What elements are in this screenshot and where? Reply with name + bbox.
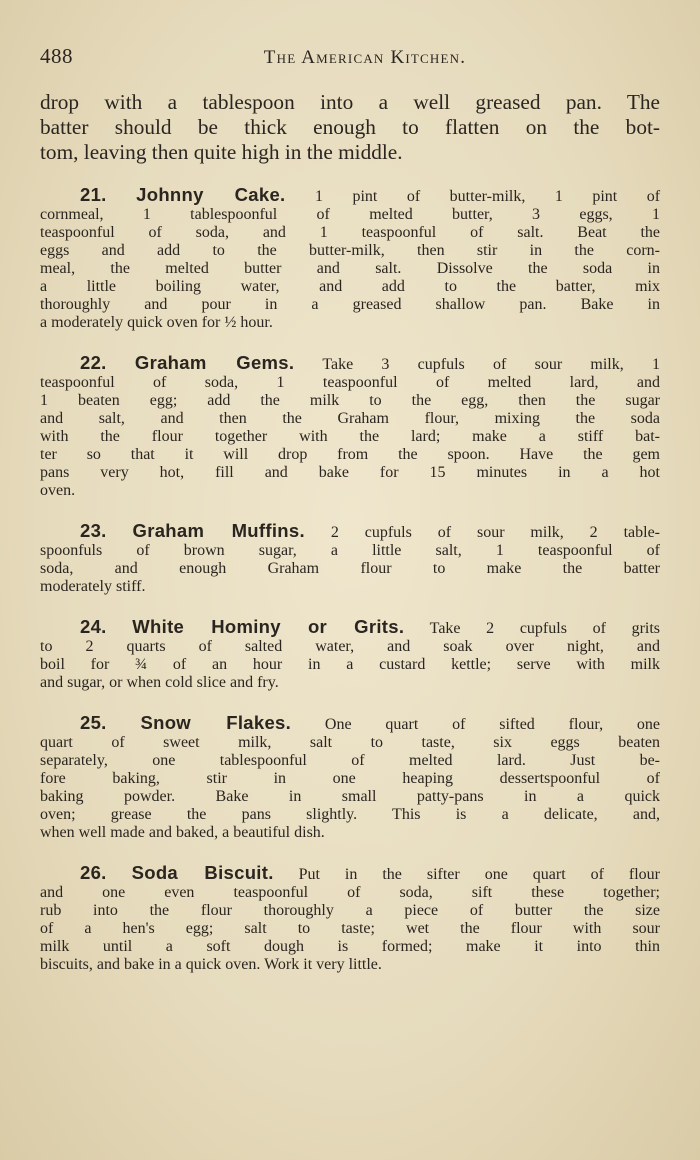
text-line: baking powder. Bake in small patty-pans in a quick <box>40 788 660 806</box>
text-line: of a hen's egg; salt to taste; wet the flour with sour <box>40 920 660 938</box>
text-line: soda, and enough Graham flour to make the batter <box>40 560 660 578</box>
text-line: quart of sweet milk, salt to taste, six eggs beaten <box>40 734 660 752</box>
recipe-title: White Hominy or Grits. <box>132 616 405 638</box>
recipe-paragraph <box>40 352 660 500</box>
text-line: fore baking, stir in one heaping dessertspoonful of <box>40 770 660 788</box>
recipe-paragraph <box>40 184 660 332</box>
recipe-title: Johnny Cake. <box>136 184 286 206</box>
recipe-text: 1 pint of butter-milk, 1 pint of <box>315 188 661 206</box>
text-line: thoroughly and pour in a greased shallow pan. Bake in <box>40 296 660 314</box>
recipe-first-line <box>40 712 660 734</box>
recipe-paragraph <box>40 616 660 692</box>
recipe-paragraph <box>40 862 660 974</box>
text-line: a moderately quick oven for ½ hour. <box>40 314 273 332</box>
recipe-number: 21. <box>80 184 107 206</box>
text-line: batter should be thick enough to flatten on the bot- <box>40 114 660 139</box>
recipe-first-line <box>40 520 660 542</box>
recipe-number: 23. <box>80 520 107 542</box>
continuation-paragraph <box>40 90 660 164</box>
recipe-text: Put in the sifter one quart of flour <box>298 866 661 884</box>
recipe-title: Graham Muffins. <box>132 520 305 542</box>
recipe-number: 26. <box>80 862 107 884</box>
book-page <box>40 44 660 974</box>
recipe-first-line <box>40 352 660 374</box>
recipe-title: Graham Gems. <box>134 352 295 374</box>
text-line: to 2 quarts of salted water, and soak over night, and <box>40 638 660 656</box>
text-line: drop with a tablespoon into a well greased pan. The <box>40 90 660 114</box>
text-line: cornmeal, 1 tablespoonful of melted butter, 3 eggs, 1 <box>40 206 660 224</box>
recipe-first-line <box>40 184 660 206</box>
recipe-first-line <box>40 862 660 884</box>
recipe-title: Soda Biscuit. <box>131 862 274 884</box>
text-line: oven; grease the pans slightly. This is a delicate, and, <box>40 806 660 824</box>
text-line: biscuits, and bake in a quick oven. Work it very little. <box>40 956 382 974</box>
text-line: when well made and baked, a beautiful dish. <box>40 824 325 842</box>
recipe-paragraph <box>40 520 660 596</box>
recipe-text: Take 2 cupfuls of grits <box>429 620 661 638</box>
text-line: eggs and add to the butter-milk, then stir in the corn- <box>40 242 660 260</box>
recipe-paragraph <box>40 712 660 842</box>
text-line: and one even teaspoonful of soda, sift these together; <box>40 884 660 902</box>
text-line: moderately stiff. <box>40 578 146 596</box>
recipe-number: 25. <box>80 712 107 734</box>
text-line: boil for ¾ of an hour in a custard kettle; serve with milk <box>40 656 660 674</box>
text-line: ter so that it will drop from the spoon. Have the gem <box>40 446 660 464</box>
text-line: oven. <box>40 482 76 500</box>
page-number: 488 <box>40 44 73 68</box>
recipe-number: 22. <box>80 352 107 374</box>
text-line: rub into the flour thoroughly a piece of butter the size <box>40 902 660 920</box>
recipe-list <box>40 184 660 974</box>
recipe-text: Take 3 cupfuls of sour milk, 1 <box>322 356 660 374</box>
recipe-number: 24. <box>80 616 107 638</box>
text-line: separately, one tablespoonful of melted lard. Just be- <box>40 752 660 770</box>
running-title: The American Kitchen. <box>263 47 467 68</box>
text-line: tom, leaving then quite high in the middle. <box>40 139 403 164</box>
text-line: with the flour together with the lard; make a stiff bat- <box>40 428 660 446</box>
recipe-text: 2 cupfuls of sour milk, 2 table- <box>330 524 660 542</box>
text-line: milk until a soft dough is formed; make it into thin <box>40 938 660 956</box>
text-line: teaspoonful of soda, 1 teaspoonful of melted lard, and <box>40 374 660 392</box>
recipe-first-line <box>40 616 660 638</box>
running-head <box>40 44 660 82</box>
text-line: teaspoonful of soda, and 1 teaspoonful of salt. Beat the <box>40 224 660 242</box>
recipe-title: Snow Flakes. <box>140 712 292 734</box>
text-line: and salt, and then the Graham flour, mixing the soda <box>40 410 660 428</box>
text-line: 1 beaten egg; add the milk to the egg, then the sugar <box>40 392 660 410</box>
text-line: meal, the melted butter and salt. Dissolve the soda in <box>40 260 660 278</box>
text-line: a little boiling water, and add to the batter, mix <box>40 278 660 296</box>
recipe-text: One quart of sifted flour, one <box>324 716 661 734</box>
text-line: pans very hot, fill and bake for 15 minutes in a hot <box>40 464 660 482</box>
text-line: spoonfuls of brown sugar, a little salt, 1 teaspoonful of <box>40 542 660 560</box>
text-line: and sugar, or when cold slice and fry. <box>40 674 279 692</box>
